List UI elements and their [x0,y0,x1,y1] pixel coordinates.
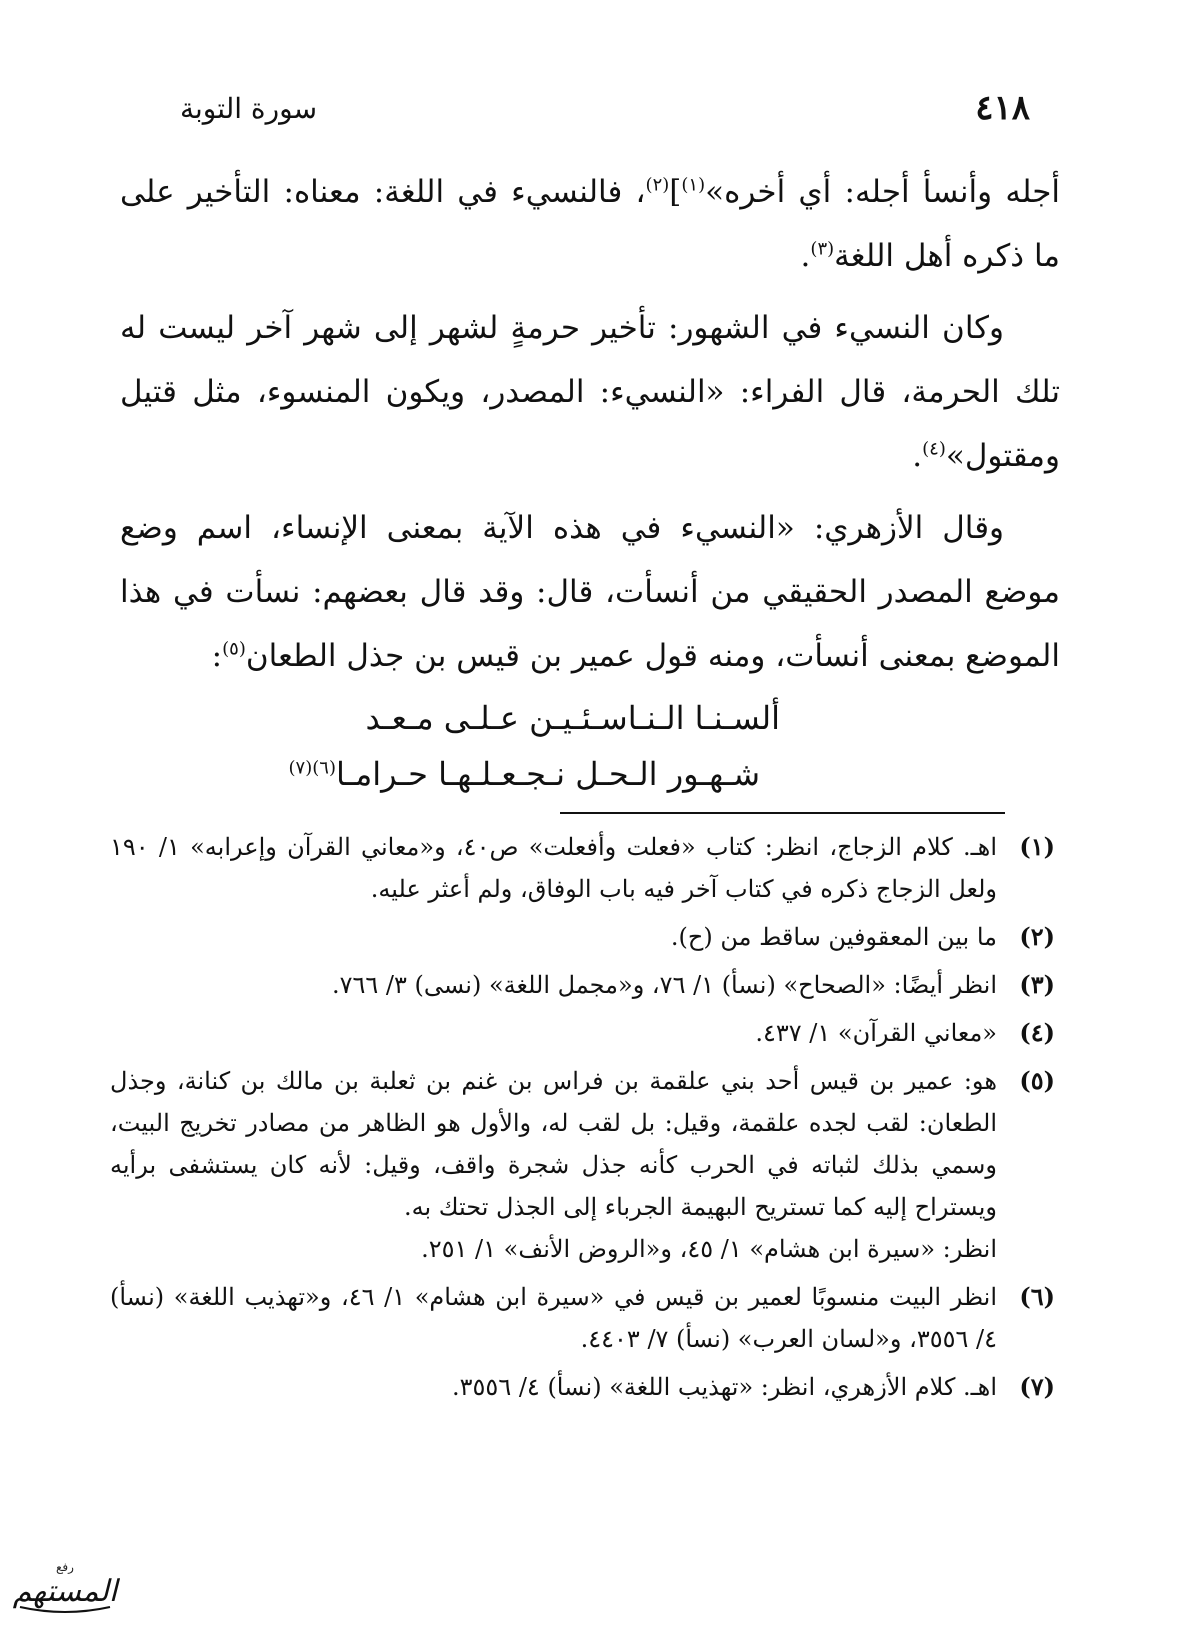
footnote-text: «معاني القرآن» ١/ ٤٣٧. [755,1019,997,1047]
paragraph-2-text-a: وكان النسيء في الشهور: تأخير حرمةٍ لشهر إلى شهر آخر ليست له تلك الحرمة، قال الفراء: «النسيء: المصدر، ويكون المنسوء، مثل قتيل ومقتول» [120,310,1060,474]
paragraph-3-text-b: : [211,638,223,674]
paragraph-1-text-d: . [800,238,811,274]
footnote-ref-2: (٢) [645,174,670,196]
footnote-number: (٢) [1019,922,1055,951]
footnote-number: (٤) [1019,1018,1055,1047]
footnotes [110,826,1055,1414]
footnote-5 [110,1060,1055,1270]
footnote-1 [110,826,1055,910]
verse-hemistich-1: ألسـنـا الـنـاسـئـيـن عـلـى مـعـد [365,699,780,737]
running-title: سورة التوبة [180,91,318,125]
footnote-text: اهـ. كلام الزجاج، انظر: كتاب «فعلت وأفعلت» ص٤٠، و«معاني القرآن وإعرابه» ١/ ١٩٠ ولعل الزجاج ذكره في كتاب آخر فيه باب الوفاق، ولم أعثر عليه. [110,833,998,903]
footnote-number: (١) [1019,832,1055,861]
logo-subtext: رفع [56,1560,74,1574]
footnote-ref-6-7: (٦)(٧) [288,757,336,779]
footnote-text: انظر أيضًا: «الصحاح» (نسأ) ١/ ٧٦، و«مجمل اللغة» (نسى) ٣/ ٧٦٦. [331,971,997,999]
paragraph-1 [120,160,1060,288]
verse-hemistich-2-text: شـهـور الـحـل نـجـعـلـهـا حـرامـا [335,755,760,793]
footnote-extra: انظر: «سيرة ابن هشام» ١/ ٤٥، و«الروض الأنف» ١/ ٢٥١. [421,1235,997,1263]
footnote-text: انظر البيت منسوبًا لعمير بن قيس في «سيرة ابن هشام» ١/ ٤٦، و«تهذيب اللغة» (نسأ) ٤/ ٣٥٥٦، و«لسان العرب» (نسأ) ٧/ ٤٤٠٣. [110,1283,997,1353]
footnote-3 [110,964,1055,1006]
footnote-4 [110,1012,1055,1054]
footnote-number: (٦) [1019,1282,1055,1311]
page-number: ٤١٨ [975,88,1030,128]
footnote-number: (٧) [1019,1372,1055,1401]
footnote-body [110,1060,997,1270]
footnote-text: ما بين المعقوفين ساقط من (ح). [670,923,997,951]
paragraph-2-text-b: . [912,438,923,474]
main-text [120,160,1060,802]
paragraph-3 [120,496,1060,688]
footnote-text: اهـ. كلام الأزهري، انظر: «تهذيب اللغة» (نسأ) ٤/ ٣٥٥٦. [452,1373,997,1401]
footnote-ref-1: (١) [681,174,706,196]
footnote-number: (٣) [1019,970,1055,999]
footnote-number: (٥) [1019,1066,1055,1095]
footnote-2 [110,916,1055,958]
footnote-text: هو: عمير بن قيس أحد بني علقمة بن فراس بن غنم بن ثعلبة بن مالك بن كنانة، وجذل الطعان: لقب لجده علقمة، وقيل: بل لقب له، والأول هو الظاهر من مصادر تخريج البيت، وسمي بذلك لثباته في الحرب كأنه جذل شجرة واقف، وقيل: لأنه كان يستشفى برأيه ويستراح إليه كما تستريح البهيمة الجرباء إلى الجذل تحتك به. [110,1067,998,1221]
footnote-6 [110,1276,1055,1360]
publisher-logo [10,1555,120,1625]
footnote-separator [560,812,1005,814]
logo-text: المستهم [12,1574,118,1609]
paragraph-1-text-c: ، فالنسيء في اللغة: معناه: التأخير على ما ذكره أهل اللغة [120,174,1060,274]
paragraph-2 [120,296,1060,488]
paragraph-3-text-a: وقال الأزهري: «النسيء في هذه الآية بمعنى الإنساء، اسم وضع موضع المصدر الحقيقي من أنسأت، قال: وقد قال بعضهم: نسأت في هذا الموضع بمعنى أنسأت، ومنه قول عمير بن قيس بن جذل الطعان [120,510,1060,674]
paragraph-1-text-a: أجله وأنسأ أجله: أي أخره» [705,174,1060,210]
footnote-ref-3: (٣) [810,238,835,260]
footnote-7 [110,1366,1055,1408]
paragraph-1-text-b: ] [669,174,682,210]
verse-hemistich-2 [120,746,1060,802]
footnote-ref-5: (٥) [222,638,246,660]
page-header [180,86,1030,130]
poetry-verse [120,690,1060,802]
footnote-ref-4: (٤) [922,438,946,460]
